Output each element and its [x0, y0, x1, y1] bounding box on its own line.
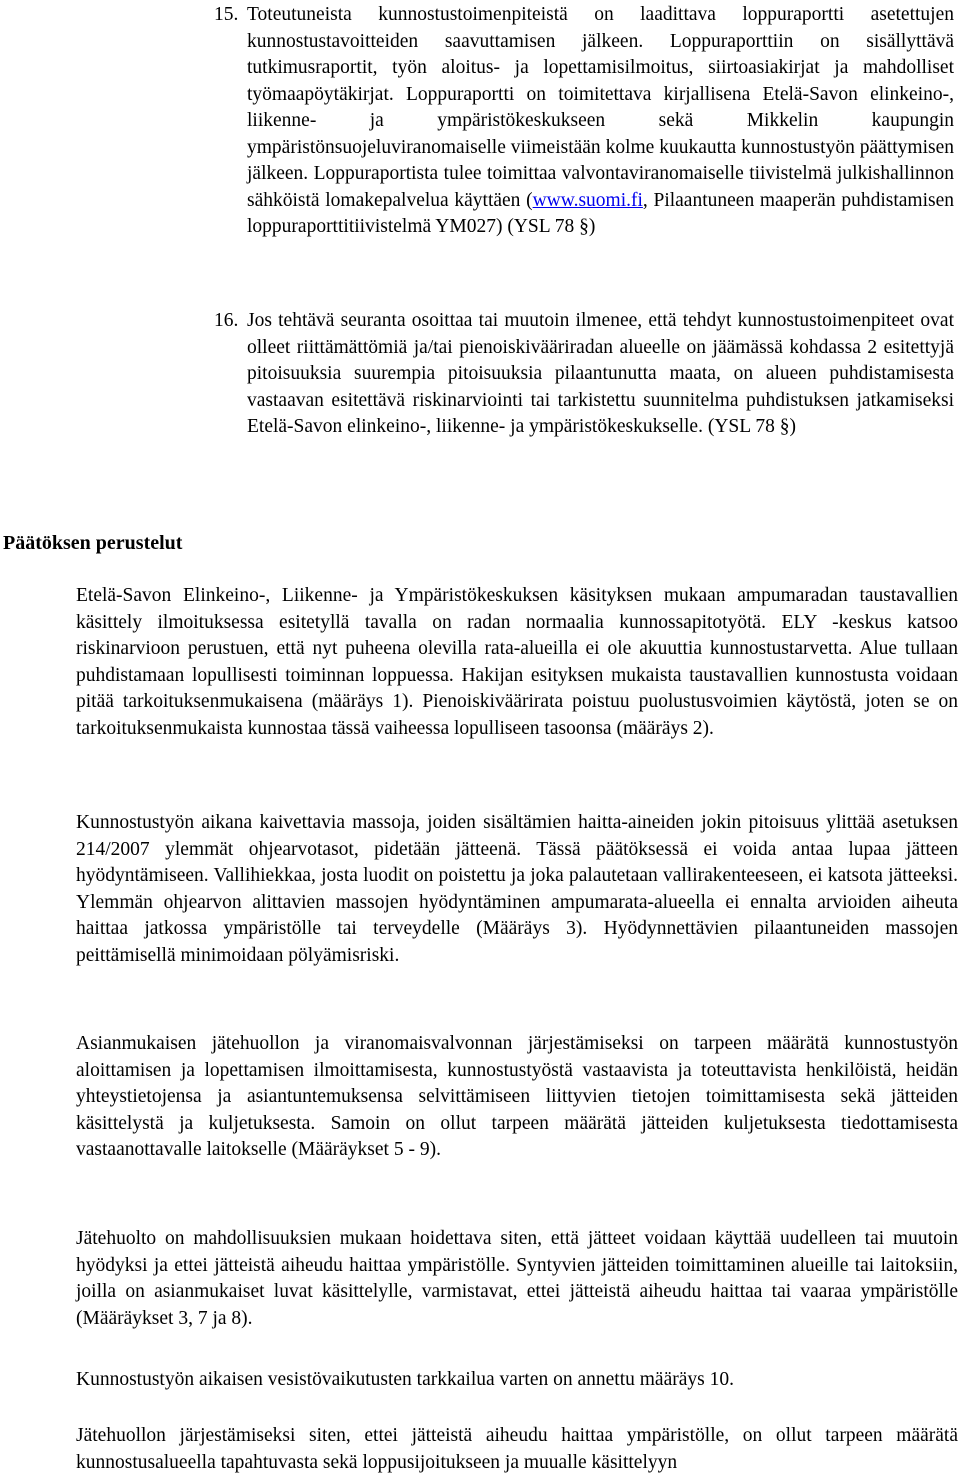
section-heading: Päätöksen perustelut — [3, 532, 183, 554]
list-item-16 — [214, 308, 954, 441]
item-number: 15. — [214, 4, 239, 25]
paragraph: Jätehuolto on mahdollisuuksien mukaan hoidettava siten, että jätteet voidaan käyttää uudelleen tai muutoin hyödyksi ja ettei jätteistä aiheudu haittaa ympäristölle. Syntyvien jätteiden toimittaminen alueille tai laitoksiin, joilla on asianmukaiset luvat käsittelylle, varmistavat, ettei jätteistä aiheudu haittaa tai vaaraa ympäristölle (Määräykset 3, 7 ja 8). — [76, 1228, 958, 1329]
paragraph: Jätehuollon järjestämiseksi siten, ettei jätteistä aiheudu haittaa ympäristölle, on ollut tarpeen määrätä kunnostusalueella tapahtuvasta sekä loppusijoitukseen ja muualle käsittelyyn — [76, 1425, 958, 1473]
list-item-15 — [214, 2, 954, 241]
item-text: Jos tehtävä seuranta osoittaa tai muutoin ilmenee, että tehdyt kunnostustoimenpiteet ovat olleet riittämättömiä ja/tai pienoiskivääriradan alueelle on jäämässä kohdassa 2 esitettyjä pitoisuuksia suurempia pitoisuuksia pilaantunutta maata, on alueen puhdistamisesta vastaavan esitettävä riskinarviointi tai tarkistettu suunnitelma puhdistuksen jatkamiseksi Etelä-Savon elinkeino-, liikenne- ja ympäristökeskukselle. (YSL 78 §) — [247, 310, 954, 437]
item-text-end: , Pilaantuneen maaperän puhdistamisen loppuraporttitiivistelmä YM027) (YSL 78 §) — [247, 189, 954, 237]
item-text-start: Toteutuneista kunnostustoimenpiteistä on laadittava loppuraportti asetettujen kunnostustavoitteiden saavuttamisen jälkeen. Loppuraporttiin on sisällyttävä tutkimusraportit, työn aloitus- ja lopettamisilmoitus, siirtoasiakirjat ja mahdolliset työmaapöytäkirjat. Loppuraportti on toimitettava kirjallisena Etelä-Savon elinkeino-, liikenne- ja ympäristökeskukseen sekä Mikkelin kaupungin ympäristönsuojeluviranomaiselle viimeistään kolme kuukautta kunnostustyön päättymisen jälkeen. Loppuraportista tulee toimittaa valvontaviranomaiselle tiivistelmä julkishallinnon sähköistä lomakepalvelua käyttäen ( — [247, 4, 954, 211]
paragraph: Asianmukaisen jätehuollon ja viranomaisvalvonnan järjestämiseksi on tarpeen määrätä kunnostustyön aloittamisen ja lopettamisen ilmoittamisesta, kunnostustyöstä vastaavista ja toteuttavista henkilöistä, heidän yhteystietojensa ja asiantuntemuksensa selvittämiseen liittyvien tietojen toimittamisesta sekä jätteiden käsittelystä ja kuljetuksesta. Samoin on ollut tarpeen määrätä jätteiden kuljetuksesta tiedottamisesta vastaanottavalle laitokselle (Määräykset 5 - 9). — [76, 1033, 958, 1160]
paragraph: Kunnostustyön aikana kaivettavia massoja, joiden sisältämien haitta-aineiden jokin pitoisuus ylittää asetuksen 214/2007 ylemmät ohjearvotasot, pidetään jätteenä. Tässä päätöksessä ei voida antaa lupaa jätteen hyödyntämiseen. Vallihiekkaa, josta luodit on poistettu ja joka palautetaan vallirakenteeseen, ei katsota jätteeksi. Ylemmän ohjearvon alittavien massojen hyödyntäminen ampumarata-alueella ei ennalta arvioiden aiheuta haittaa jatkossa ympäristölle tai terveydelle (Määräys 3). Hyödynnettävien pilaantuneiden massojen peittämisellä minimoidaan pölyämisriski. — [76, 812, 958, 966]
item-text — [247, 2, 954, 241]
paragraph: Kunnostustyön aikaisen vesistövaikutusten tarkkailua varten on annettu määräys 10. — [76, 1369, 734, 1390]
paragraph: Etelä-Savon Elinkeino-, Liikenne- ja Ympäristökeskuksen käsityksen mukaan ampumaradan taustavallien käsittely ilmoituksessa esitetyllä tavalla on radan normaalia kunnossapitotyötä. ELY -keskus katsoo riskinarvioon perustuen, että nyt puheena olevilla rata-alueilla ei ole akuuttia kunnostustarvetta. Alue tullaan puhdistamaan lopullisesti toiminnan loppuessa. Hakijan esityksen mukaista taustavallien kunnostusta voidaan pitää tarkoituksenmukaisena (määräys 1). Pienoiskiväärirata poistuu puolustusvoimien käytöstä, joten se on tarkoituksenmukaista kunnostaa tässä vaiheessa lopulliseen tasoonsa (määräys 2). — [76, 585, 958, 739]
item-number: 16. — [214, 310, 239, 331]
suomi-fi-link[interactable]: www.suomi.fi — [532, 189, 643, 211]
